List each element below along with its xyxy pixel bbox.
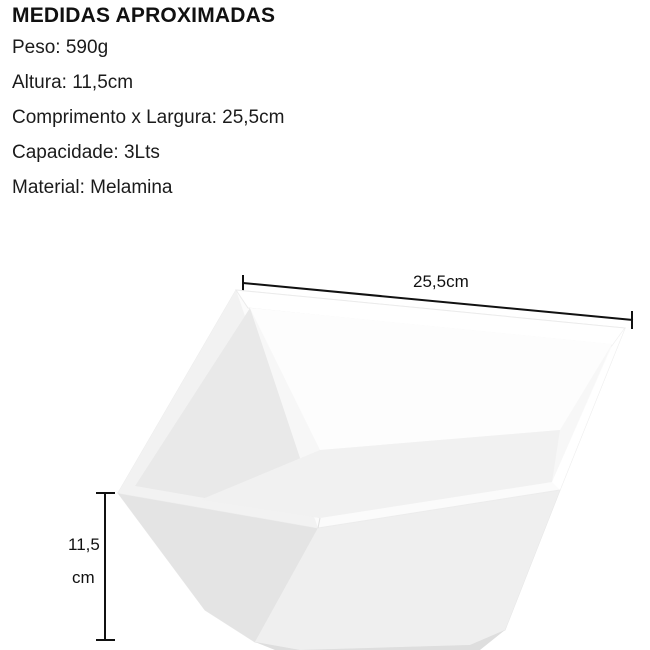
spec-line-altura: Altura: 11,5cm — [12, 72, 134, 93]
specs-block — [12, 4, 632, 213]
specs-title: MEDIDAS APROXIMADAS — [12, 4, 276, 27]
bowl-body — [118, 290, 625, 650]
spec-line-capacidade: Capacidade: 3Lts — [12, 142, 160, 163]
dimension-label-height-unit: cm — [72, 568, 95, 587]
spec-line-material: Material: Melamina — [12, 177, 173, 198]
product-illustration-area — [0, 250, 650, 650]
dimension-label-width: 25,5cm — [413, 272, 469, 291]
spec-line-comprimento-largura: Comprimento x Largura: 25,5cm — [12, 107, 285, 128]
square-bowl-illustration — [0, 250, 650, 650]
dimension-line-height — [96, 493, 115, 640]
dimension-label-height-value: 11,5 — [68, 535, 100, 554]
spec-line-peso: Peso: 590g — [12, 37, 109, 58]
